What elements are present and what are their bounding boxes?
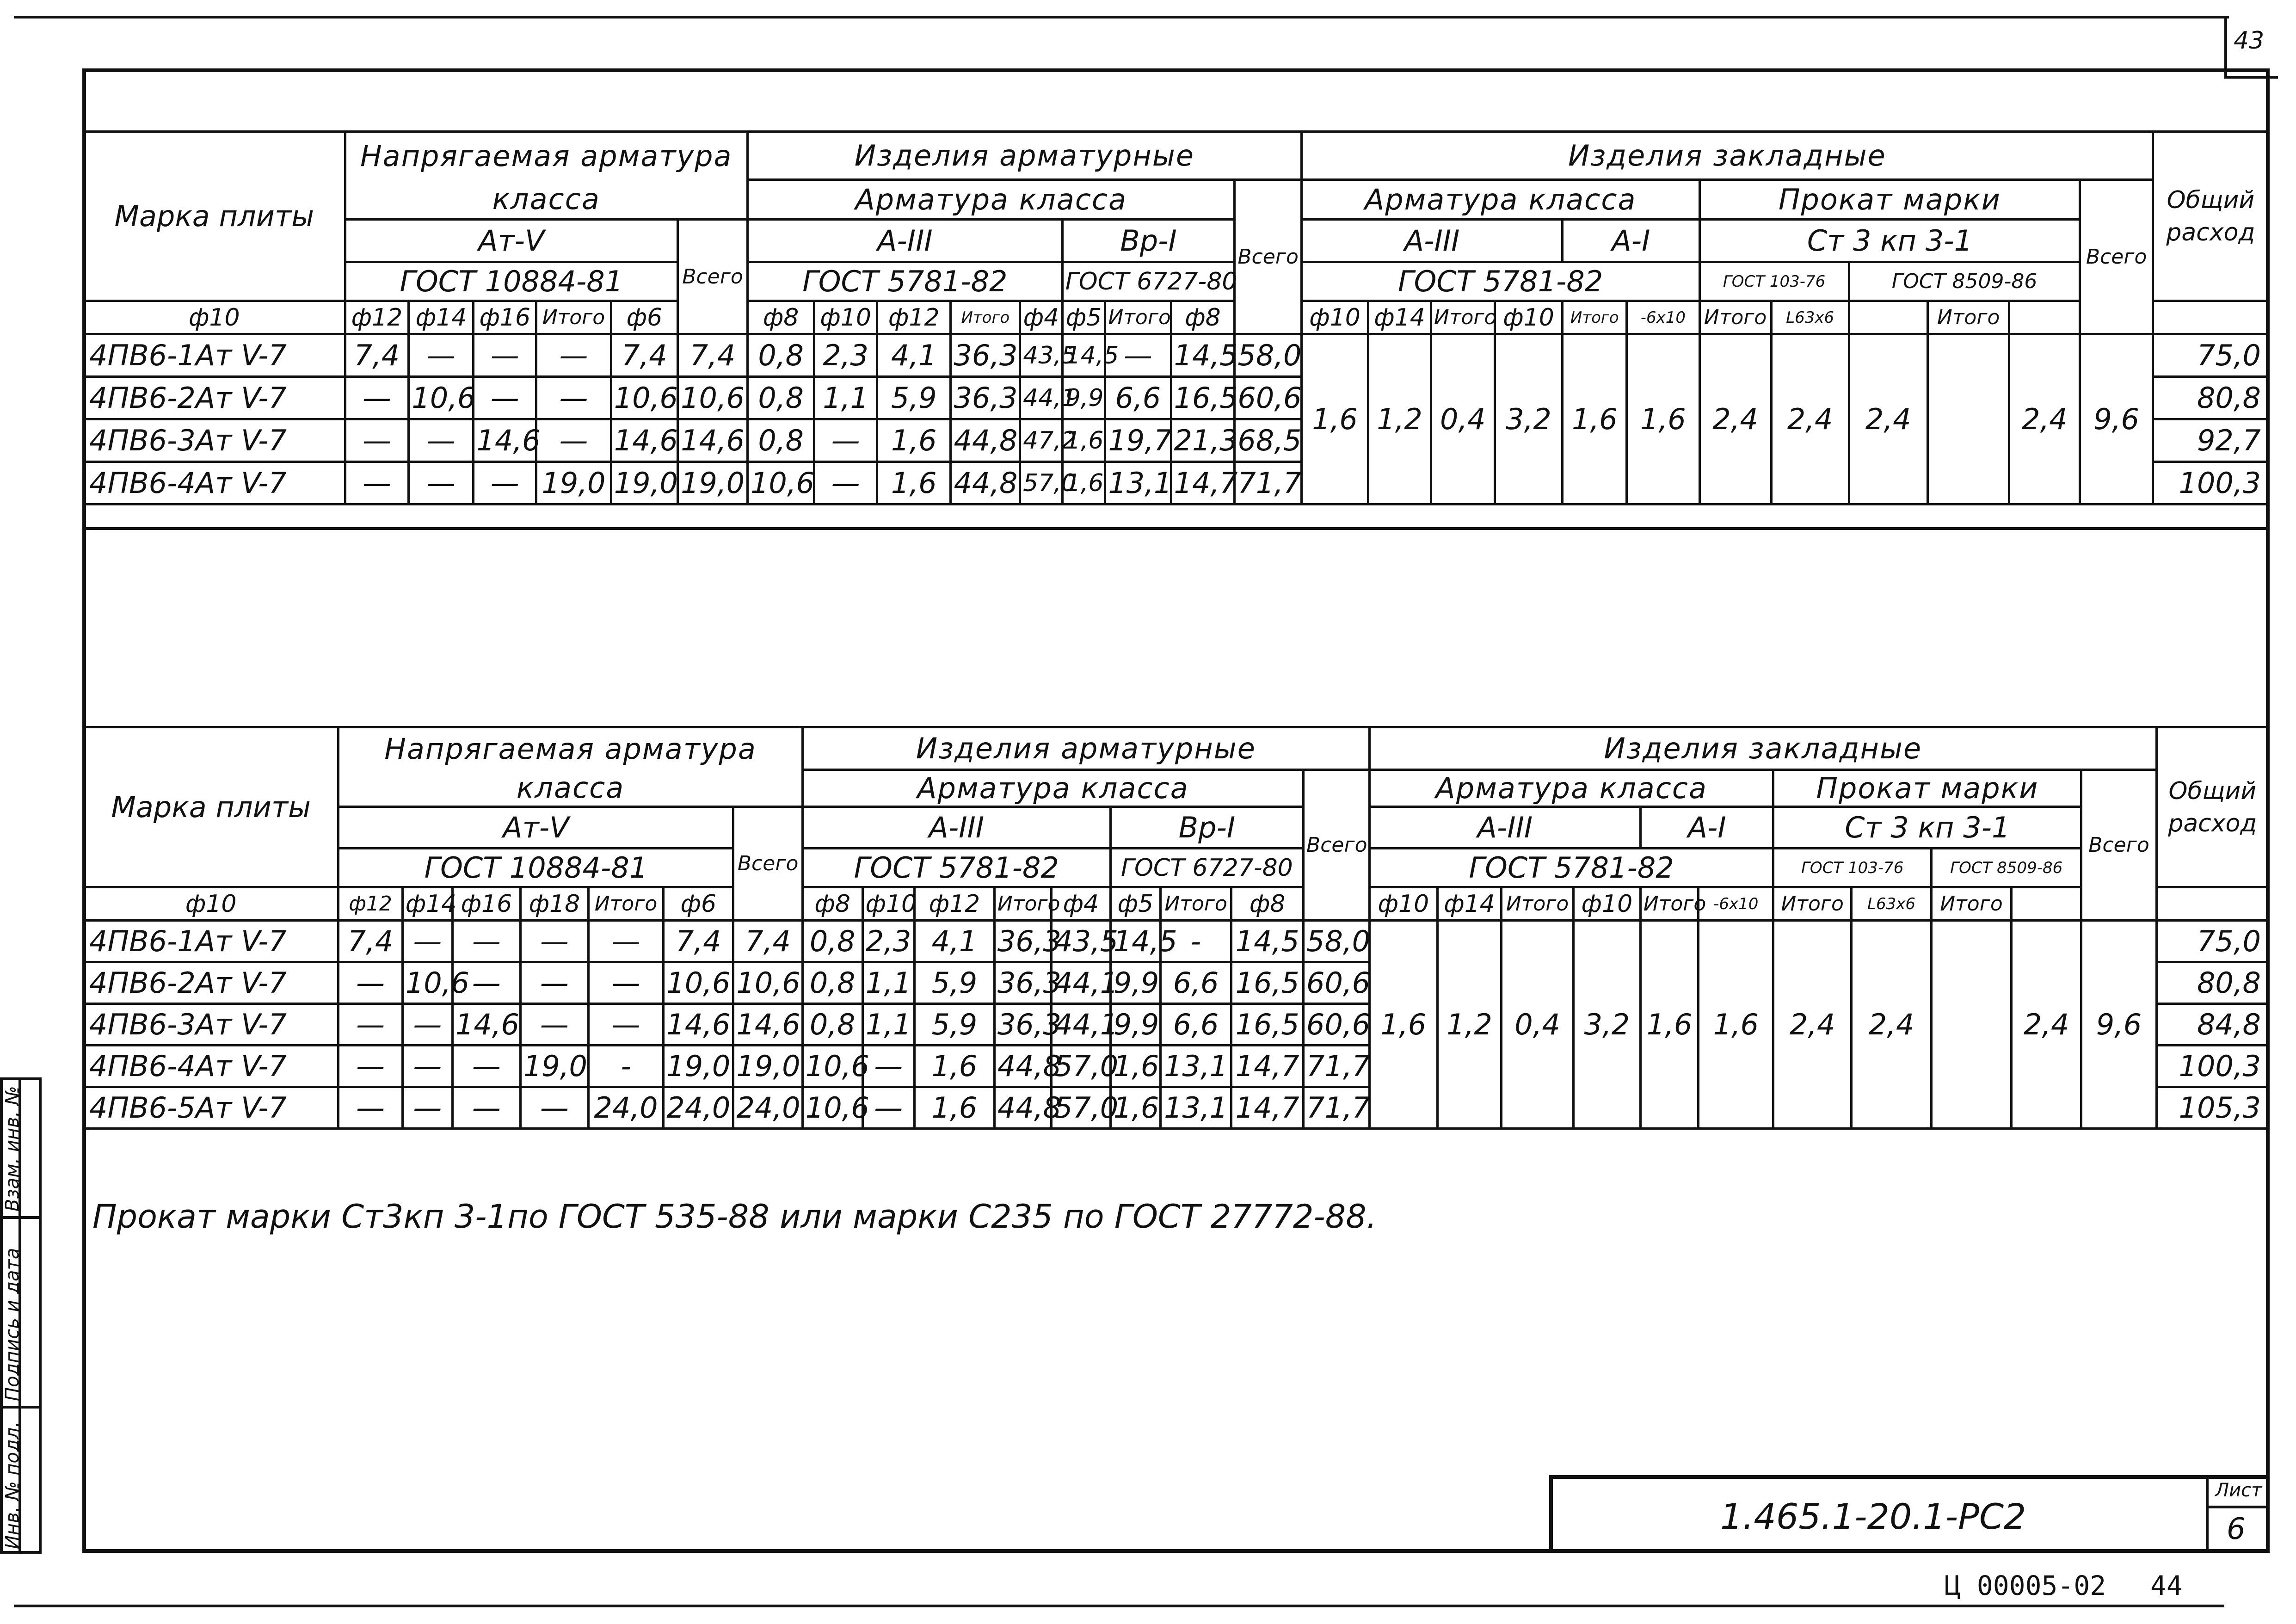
- value-cell: 4,1: [914, 921, 994, 962]
- value-cell: 1,6: [1640, 921, 1698, 1129]
- value-cell: —: [452, 1087, 520, 1129]
- value-cell: —: [588, 921, 663, 962]
- angle-profile: L63х6: [1852, 887, 1932, 921]
- diam-18: ф18: [520, 887, 588, 921]
- gost-5781-header: ГОСТ 5781-82: [802, 849, 1110, 887]
- value-cell: -: [588, 1046, 663, 1087]
- overall-cell: 100,3: [2156, 1046, 2268, 1087]
- value-cell: 9,6: [2081, 921, 2156, 1129]
- value-cell: 16,5: [1231, 1004, 1304, 1046]
- overall-cell: 84,8: [2156, 1004, 2268, 1046]
- value-cell: 0,8: [802, 1004, 862, 1046]
- value-cell: —: [520, 1004, 588, 1046]
- materials-table-1: [82, 130, 2270, 505]
- diam-5: ф5: [1110, 887, 1160, 921]
- value-cell: 2,4: [1849, 334, 1927, 504]
- value-cell: 0,8: [747, 419, 814, 462]
- value-cell: —: [536, 334, 611, 377]
- value-cell: 1,1: [814, 377, 877, 419]
- value-cell: 44,1: [1052, 962, 1111, 1004]
- value-cell: 14,6: [611, 419, 677, 462]
- diam-14: ф14: [1437, 887, 1501, 921]
- value-cell: 19,7: [1105, 419, 1171, 462]
- value-cell: —: [862, 1087, 914, 1129]
- mark-cell: 4ПВ6-3Ат V-7: [84, 419, 345, 462]
- diam-4: ф4: [1052, 887, 1111, 921]
- value-cell: 57,0: [1052, 1087, 1111, 1129]
- embedded-header: Изделия закладные: [1301, 132, 2153, 180]
- rebar-class-header: Арматура класса: [802, 770, 1303, 807]
- diam-8: ф8: [1231, 887, 1304, 921]
- value-cell: —: [862, 1046, 914, 1087]
- itogo-vp1: Итого: [1105, 301, 1171, 334]
- value-cell: 58,0: [1304, 921, 1370, 962]
- value-cell: 14,5: [1110, 921, 1160, 962]
- value-cell: —: [588, 962, 663, 1004]
- value-cell: 9,9: [1110, 1004, 1160, 1046]
- value-cell: 13,1: [1105, 462, 1171, 504]
- corner-page-number: 43: [2234, 27, 2265, 55]
- value-cell: —: [520, 1087, 588, 1129]
- diam-8: ф8: [747, 301, 814, 334]
- value-cell: 1,6: [1301, 334, 1368, 504]
- value-cell: 0,4: [1502, 921, 1574, 1129]
- diam-10: ф10: [814, 301, 877, 334]
- value-cell: —: [520, 962, 588, 1004]
- value-cell: 1,6: [1627, 334, 1699, 504]
- diam-12: ф12: [914, 887, 994, 921]
- overall-cell: 100,3: [2153, 462, 2268, 504]
- value-cell: 14,5: [1231, 921, 1304, 962]
- value-cell: —: [339, 1046, 402, 1087]
- value-cell: 1,6: [1110, 1087, 1160, 1129]
- diam-10: ф10: [84, 887, 339, 921]
- itogo-prestressed: Итого: [536, 301, 611, 334]
- value-cell: 36,3: [951, 334, 1020, 377]
- value-cell: 24,0: [733, 1087, 802, 1129]
- itogo-embedded-a1: Итого: [1640, 887, 1698, 921]
- overall-cell: 80,8: [2156, 962, 2268, 1004]
- at5-header: Ат-V: [339, 807, 733, 849]
- diam-10: ф10: [1369, 887, 1437, 921]
- value-cell: 36,3: [994, 962, 1051, 1004]
- value-cell: 36,3: [994, 921, 1051, 962]
- value-cell: 36,3: [994, 1004, 1051, 1046]
- diam-14: ф14: [402, 887, 452, 921]
- profile-grade-header: Прокат марки: [1773, 770, 2081, 807]
- value-cell: 13,1: [1160, 1087, 1231, 1129]
- value-cell: 1,6: [1062, 419, 1105, 462]
- mark-cell: 4ПВ6-3Ат V-7: [84, 1004, 339, 1046]
- embedded-a3-header: А-III: [1369, 807, 1640, 849]
- itogo-vp1: Итого: [1160, 887, 1231, 921]
- value-cell: —: [409, 334, 474, 377]
- reinforcing-header: Изделия арматурные: [747, 132, 1301, 180]
- value-cell: -: [1160, 921, 1231, 962]
- prestressed-total-header: Всего: [678, 220, 748, 334]
- diam-10: ф10: [84, 301, 345, 334]
- mark-header: Марка плиты: [84, 132, 345, 301]
- at5-header: Ат-V: [345, 220, 678, 262]
- value-cell: 43,5: [1020, 334, 1063, 377]
- diam-16: ф16: [474, 301, 536, 334]
- value-cell: [1927, 334, 2009, 504]
- side-stamp-signature: Подпись и дата: [2, 1248, 23, 1401]
- value-cell: 14,6: [678, 419, 748, 462]
- value-cell: 19,0: [520, 1046, 588, 1087]
- embedded-gost-5781-header: ГОСТ 5781-82: [1369, 849, 1773, 887]
- reinforcing-total-header: Всего: [1235, 180, 1301, 334]
- strip-profile: -6х10: [1627, 301, 1699, 334]
- value-cell: 10,6: [733, 962, 802, 1004]
- value-cell: —: [402, 1087, 452, 1129]
- embedded-header: Изделия закладные: [1369, 727, 2156, 770]
- itogo-angle: Итого: [1927, 301, 2009, 334]
- value-cell: —: [402, 1004, 452, 1046]
- gost-6727-header: ГОСТ 6727-80: [1110, 849, 1303, 887]
- embedded-a1-header: А-I: [1640, 807, 1773, 849]
- value-cell: 7,4: [339, 921, 402, 962]
- vp1-header: Вр-I: [1062, 220, 1235, 262]
- value-cell: 10,6: [611, 377, 677, 419]
- grade-header: Ст 3 кп 3-1: [1699, 220, 2080, 262]
- value-cell: 6,6: [1105, 377, 1171, 419]
- angle-profile: L63х6: [1771, 301, 1849, 334]
- value-cell: 6,6: [1160, 1004, 1231, 1046]
- embedded-rebar-class-header: Арматура класса: [1301, 180, 1699, 220]
- itogo-embedded-a3: Итого: [1431, 301, 1495, 334]
- value-cell: 14,7: [1171, 462, 1235, 504]
- value-cell: 1,6: [1563, 334, 1627, 504]
- value-cell: —: [339, 962, 402, 1004]
- sheet-number: 6: [2227, 1512, 2246, 1546]
- gost-6727-header: ГОСТ 6727-80: [1062, 262, 1235, 301]
- value-cell: 71,7: [1304, 1087, 1370, 1129]
- value-cell: —: [339, 1087, 402, 1129]
- archive-code: Ц 00005-02: [1945, 1570, 2106, 1601]
- a3-header: А-III: [747, 220, 1062, 262]
- value-cell: —: [452, 1046, 520, 1087]
- diam-6: ф6: [611, 301, 677, 334]
- embedded-total-header: Всего: [2080, 180, 2153, 334]
- diam-10: ф10: [1573, 887, 1640, 921]
- value-cell: 4,1: [877, 334, 951, 377]
- blank-header: [1849, 301, 1927, 334]
- diam-12: ф12: [345, 301, 409, 334]
- class-word: класса: [345, 180, 747, 220]
- value-cell: 57,0: [1020, 462, 1063, 504]
- value-cell: 14,6: [452, 1004, 520, 1046]
- a3-header: А-III: [802, 807, 1110, 849]
- diam-16: ф16: [452, 887, 520, 921]
- value-cell: 1,6: [914, 1046, 994, 1087]
- embedded-a1-header: А-I: [1563, 220, 1699, 262]
- value-cell: —: [520, 921, 588, 962]
- top-border-line: [14, 16, 2229, 18]
- title-block-divider: [2206, 1475, 2209, 1553]
- diam-6: ф6: [664, 887, 733, 921]
- overall-header: Общий расход: [2153, 132, 2268, 301]
- value-cell: 1,6: [1369, 921, 1437, 1129]
- value-cell: 1,6: [1062, 462, 1105, 504]
- value-cell: 10,6: [409, 377, 474, 419]
- value-cell: 1,6: [914, 1087, 994, 1129]
- overall-cell: 75,0: [2156, 921, 2268, 962]
- materials-table-2: [82, 726, 2270, 1130]
- diam-14: ф14: [409, 301, 474, 334]
- value-cell: 7,4: [733, 921, 802, 962]
- value-cell: 19,0: [678, 462, 748, 504]
- value-cell: 10,6: [802, 1046, 862, 1087]
- itogo-prestressed: Итого: [588, 887, 663, 921]
- value-cell: 44,8: [994, 1046, 1051, 1087]
- value-cell: 5,9: [914, 962, 994, 1004]
- value-cell: 13,1: [1160, 1046, 1231, 1087]
- itogo-a3: Итого: [951, 301, 1020, 334]
- mark-cell: 4ПВ6-5Ат V-7: [84, 1087, 339, 1129]
- mark-header: Марка плиты: [84, 727, 339, 887]
- diam-14: ф14: [1368, 301, 1431, 334]
- diam-5: ф5: [1062, 301, 1105, 334]
- itogo-embedded-a1: Итого: [1563, 301, 1627, 334]
- value-cell: 1,1: [862, 1004, 914, 1046]
- value-cell: —: [452, 921, 520, 962]
- value-cell: 1,6: [877, 419, 951, 462]
- diam-8: ф8: [802, 887, 862, 921]
- overall-cell: 92,7: [2153, 419, 2268, 462]
- value-cell: 10,6: [402, 962, 452, 1004]
- value-cell: 0,8: [747, 377, 814, 419]
- class-word: класса: [339, 770, 802, 807]
- diam-12: ф12: [877, 301, 951, 334]
- mark-cell: 4ПВ6-4Ат V-7: [84, 1046, 339, 1087]
- value-cell: —: [814, 419, 877, 462]
- diam-10: ф10: [1301, 301, 1368, 334]
- value-cell: 14,6: [664, 1004, 733, 1046]
- value-cell: 14,6: [474, 419, 536, 462]
- value-cell: 5,9: [914, 1004, 994, 1046]
- mark-cell: 4ПВ6-4Ат V-7: [84, 462, 345, 504]
- overall-cell: 75,0: [2153, 334, 2268, 377]
- value-cell: 2,3: [862, 921, 914, 962]
- value-cell: 44,1: [1020, 377, 1063, 419]
- value-cell: 9,9: [1062, 377, 1105, 419]
- gost-103-header: ГОСТ 103-76: [1699, 262, 1849, 301]
- value-cell: 3,2: [1495, 334, 1563, 504]
- value-cell: 10,6: [802, 1087, 862, 1129]
- value-cell: —: [1105, 334, 1171, 377]
- value-cell: 47,2: [1020, 419, 1063, 462]
- strip-profile: -6х10: [1699, 887, 1773, 921]
- value-cell: 24,0: [588, 1087, 663, 1129]
- value-cell: —: [402, 921, 452, 962]
- value-cell: —: [345, 419, 409, 462]
- reinforcing-header: Изделия арматурные: [802, 727, 1369, 770]
- itogo-embedded-a3: Итого: [1502, 887, 1574, 921]
- gost-8509-header: ГОСТ 8509-86: [1849, 262, 2080, 301]
- value-cell: 7,4: [345, 334, 409, 377]
- value-cell: —: [536, 377, 611, 419]
- value-cell: —: [345, 377, 409, 419]
- value-cell: 36,3: [951, 377, 1020, 419]
- value-cell: 71,7: [1235, 462, 1301, 504]
- value-cell: —: [814, 462, 877, 504]
- value-cell: 2,4: [2012, 921, 2081, 1129]
- value-cell: 9,9: [1110, 962, 1160, 1004]
- diam-10: ф10: [1495, 301, 1563, 334]
- value-cell: 19,0: [611, 462, 677, 504]
- value-cell: 2,4: [1699, 334, 1771, 504]
- value-cell: 14,7: [1231, 1046, 1304, 1087]
- value-cell: 44,8: [951, 419, 1020, 462]
- prestressed-total-header: Всего: [733, 807, 802, 921]
- value-cell: 16,5: [1171, 377, 1235, 419]
- diam-8: ф8: [1171, 301, 1235, 334]
- diam-12: ф12: [339, 887, 402, 921]
- grade-header: Ст 3 кп 3-1: [1773, 807, 2081, 849]
- archive-page: 44: [2150, 1570, 2183, 1601]
- title-block-sheet-divider: [2206, 1506, 2270, 1508]
- overall-header: Общий расход: [2156, 727, 2268, 887]
- value-cell: 1,2: [1437, 921, 1501, 1129]
- value-cell: 2,4: [2009, 334, 2080, 504]
- document-code: 1.465.1-20.1-РС2: [1720, 1496, 2026, 1537]
- embedded-a3-header: А-III: [1301, 220, 1562, 262]
- overall-cell: 80,8: [2153, 377, 2268, 419]
- value-cell: 60,6: [1235, 377, 1301, 419]
- gost-10884-header: ГОСТ 10884-81: [339, 849, 733, 887]
- value-cell: 58,0: [1235, 334, 1301, 377]
- sheet-label: Лист: [2215, 1480, 2262, 1501]
- value-cell: 0,8: [747, 334, 814, 377]
- value-cell: 44,1: [1052, 1004, 1111, 1046]
- mark-cell: 4ПВ6-2Ат V-7: [84, 962, 339, 1004]
- diam-10: ф10: [862, 887, 914, 921]
- itogo-angle: Итого: [1932, 887, 2012, 921]
- embedded-rebar-class-header: Арматура класса: [1369, 770, 1773, 807]
- value-cell: 19,0: [733, 1046, 802, 1087]
- value-cell: 16,5: [1231, 962, 1304, 1004]
- value-cell: 7,4: [678, 334, 748, 377]
- gost-8509-header: ГОСТ 8509-86: [1932, 849, 2081, 887]
- prestressed-header: Напрягаемая арматура: [345, 132, 747, 180]
- value-cell: 68,5: [1235, 419, 1301, 462]
- value-cell: 9,6: [2080, 334, 2153, 504]
- value-cell: —: [452, 962, 520, 1004]
- value-cell: 24,0: [664, 1087, 733, 1129]
- reinforcing-total-header: Всего: [1304, 770, 1370, 921]
- diam-4: ф4: [1020, 301, 1063, 334]
- overall-cell: 105,3: [2156, 1087, 2268, 1129]
- value-cell: 0,8: [802, 921, 862, 962]
- itogo-strip: Итого: [1773, 887, 1852, 921]
- profile-grade-header: Прокат марки: [1699, 180, 2080, 220]
- value-cell: 71,7: [1304, 1046, 1370, 1087]
- material-note: Прокат марки Ст3кп 3-1по ГОСТ 535-88 или марки С235 по ГОСТ 27772-88.: [92, 1198, 1377, 1236]
- itogo-strip: Итого: [1699, 301, 1771, 334]
- embedded-total-header: Всего: [2081, 770, 2156, 921]
- mark-cell: 4ПВ6-1Ат V-7: [84, 334, 345, 377]
- value-cell: [1932, 921, 2012, 1129]
- value-cell: 2,4: [1852, 921, 1932, 1129]
- value-cell: 1,6: [1699, 921, 1773, 1129]
- gost-5781-header: ГОСТ 5781-82: [747, 262, 1062, 301]
- value-cell: 1,1: [862, 962, 914, 1004]
- vp1-header: Вр-I: [1110, 807, 1303, 849]
- value-cell: 14,5: [1171, 334, 1235, 377]
- value-cell: —: [345, 462, 409, 504]
- value-cell: —: [409, 419, 474, 462]
- value-cell: 7,4: [664, 921, 733, 962]
- mark-cell: 4ПВ6-2Ат V-7: [84, 377, 345, 419]
- value-cell: 43,5: [1052, 921, 1111, 962]
- value-cell: —: [409, 462, 474, 504]
- value-cell: 0,4: [1431, 334, 1495, 504]
- side-stamp-inv-no: Инв. № подл.: [2, 1421, 23, 1549]
- value-cell: 14,6: [733, 1004, 802, 1046]
- value-cell: 7,4: [611, 334, 677, 377]
- rebar-class-header: Арматура класса: [747, 180, 1234, 220]
- value-cell: —: [339, 1004, 402, 1046]
- itogo-a3: Итого: [994, 887, 1051, 921]
- value-cell: 19,0: [664, 1046, 733, 1087]
- value-cell: 2,4: [1771, 334, 1849, 504]
- value-cell: —: [402, 1046, 452, 1087]
- value-cell: 3,2: [1573, 921, 1640, 1129]
- value-cell: 14,7: [1231, 1087, 1304, 1129]
- value-cell: 2,3: [814, 334, 877, 377]
- value-cell: 0,8: [802, 962, 862, 1004]
- embedded-gost-5781-header: ГОСТ 5781-82: [1301, 262, 1699, 301]
- value-cell: 21,3: [1171, 419, 1235, 462]
- value-cell: 2,4: [1773, 921, 1852, 1129]
- value-cell: 19,0: [536, 462, 611, 504]
- value-cell: —: [588, 1004, 663, 1046]
- value-cell: 5,9: [877, 377, 951, 419]
- value-cell: —: [474, 334, 536, 377]
- value-cell: 1,2: [1368, 334, 1431, 504]
- value-cell: 10,6: [678, 377, 748, 419]
- value-cell: 10,6: [664, 962, 733, 1004]
- gost-10884-header: ГОСТ 10884-81: [345, 262, 678, 301]
- value-cell: 14,5: [1062, 334, 1105, 377]
- value-cell: 57,0: [1052, 1046, 1111, 1087]
- table1-bottom-rule: [82, 527, 2270, 530]
- mark-cell: 4ПВ6-1Ат V-7: [84, 921, 339, 962]
- value-cell: 6,6: [1160, 962, 1231, 1004]
- prestressed-header: Напрягаемая арматура: [339, 727, 802, 770]
- value-cell: 10,6: [747, 462, 814, 504]
- gost-103-header: ГОСТ 103-76: [1773, 849, 1932, 887]
- value-cell: 60,6: [1304, 962, 1370, 1004]
- value-cell: —: [474, 377, 536, 419]
- side-stamp-replaces: Взам. инв. №: [2, 1086, 23, 1212]
- value-cell: 60,6: [1304, 1004, 1370, 1046]
- value-cell: 44,8: [951, 462, 1020, 504]
- value-cell: 1,6: [1110, 1046, 1160, 1087]
- bottom-border-line: [14, 1605, 2224, 1607]
- value-cell: —: [474, 462, 536, 504]
- value-cell: 1,6: [877, 462, 951, 504]
- value-cell: —: [536, 419, 611, 462]
- value-cell: 44,8: [994, 1087, 1051, 1129]
